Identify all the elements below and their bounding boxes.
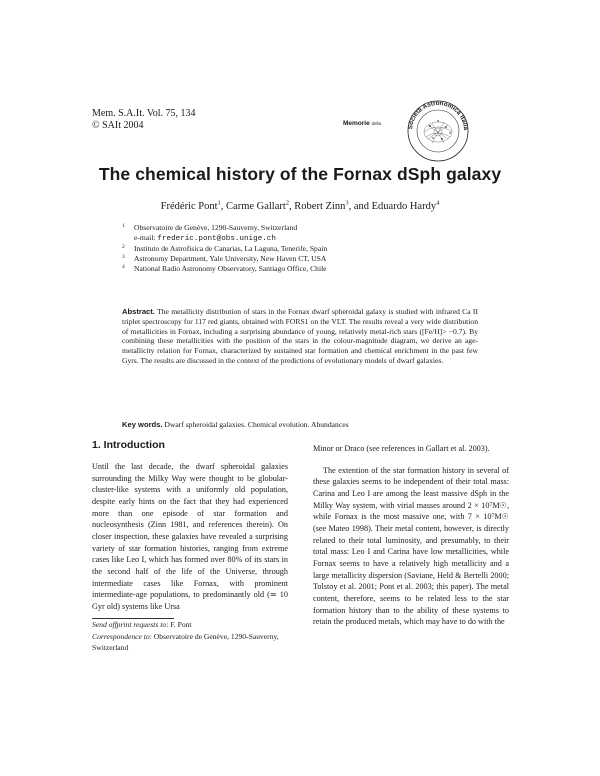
author-list: [0, 201, 600, 212]
journal-copyright: © SAIt 2004: [92, 120, 144, 131]
keywords-label: Key words.: [122, 420, 163, 429]
memorie-word: Memorie: [343, 120, 370, 127]
affiliation: 4 National Radio Astronomy Observatory, Santiago Office, Chile: [122, 264, 327, 273]
abstract-text: The metallicity distribution of stars in the Fornax dwarf spheroidal galaxy is studied with infrared Ca II triplet spectroscopy for 117 red giants, obtained with FORS1 on the VLT. The results reveal a very wide distribution of metallicities in Fornax, including a surprising abundance of young, relatively metal-rich stars ([Fe/H]> −0.7). By combining these metallicities with the position of the stars in the colour-magnitude diagram, we derive an age-metallicity relation for Fornax, characterized by sustained star formation and chemical enrichment in the past few Gyrs. The results are discussed in the context of the predictions of evolutionary models of dwarf galaxies.: [122, 307, 478, 365]
author: Frédéric Pont$^1$,: [160, 199, 227, 212]
paragraph: Minor or Draco (see references in Gallart et al. 2003).: [313, 444, 490, 453]
offprint-note: Send offprint requests to: F. Pont: [92, 620, 192, 629]
correspondence-note: Correspondence to: Observatoire de Genève, 1290-Sauverny, Switzerland: [92, 631, 279, 652]
paper-title: The chemical history of the Fornax dSph galaxy: [98, 164, 502, 184]
sait-seal-icon: [402, 95, 474, 165]
paragraph: The extention of the star formation history in several of these galaxies seems to be independent of their total mass: Carina and Leo I are among the least massive dSph in the Milky Way system, with virial masses around 2 × 10⁷M☉, while Fornax is the most massive one, with 7 × 10⁷M☉ (see Mateo 1998). Their metal content, however, is directly related to their total luminosity, and presumably, to their total mass: Leo I and Carina have low metallicities, while Fornax seems to have a relatively high metallicity and a large metallicity dispersion (Saviane, Held & Bertelli 2000; Tolstoy et al. 2001; Pont et al. 2003; this paper). The metal content, therefore, seems to be related less to the star formation history than to the ability of these systems to retain the produced metals, which may have to do with the: [313, 465, 509, 627]
author: Robert Zinn$^3$, and: [294, 199, 372, 212]
svg-text:Società Astronomica Italiana: Società Astronomica Italia: [407, 99, 470, 131]
section-heading: 1. Introduction: [92, 439, 165, 451]
affiliation: 1 Observatoire de Genève, 1290-Sauverny, Switzerland: [122, 223, 298, 232]
abstract-label: Abstract.: [122, 307, 155, 316]
memorie-della: della: [371, 121, 382, 126]
right-column: [313, 443, 509, 628]
affiliations: [122, 223, 327, 274]
affiliation: 2 Instituto de Astrofisica de Canarias, La Laguna, Tenerife, Spain: [122, 244, 328, 253]
journal-citation: [92, 108, 196, 132]
affiliation-email: e-mail: frederic.pont@obs.unige.ch: [134, 233, 276, 243]
footnotes: [92, 619, 288, 654]
keywords-text: Dwarf spheroidal galaxies. Chemical evolution. Abundances: [164, 420, 349, 429]
abstract: [122, 307, 478, 366]
paragraph: Until the last decade, the dwarf spheroidal galaxies surrounding the Milky Way were thought to be globular-cluster-like systems with a uniformly old population, despite early hints on the fact that they had experienced more than one episode of star formation and nucleosynthesis (Zinn 1981, and references therein). On closer inspection, these galaxies have revealed a surprising variety of star formation histories, ranging from extreme cases like Leo I, which has formed over 80% of its stars in the second half of the life of the Universe, through intermediate cases like Fornax, with prominent intermediate-age populations, to predominantly old (≃ 10 Gyr old) systems like Ursa: [92, 462, 288, 611]
memorie-logo-text: [343, 120, 381, 127]
affiliation: 3 Astronomy Department, Yale University, New Haven CT, USA: [122, 254, 327, 263]
email-link[interactable]: frederic.pont@obs.unige.ch: [157, 235, 276, 243]
keywords: [122, 420, 478, 429]
left-column: [92, 461, 288, 613]
author: Eduardo Hardy$^4$: [371, 199, 440, 212]
journal-volume: Mem. S.A.It. Vol. 75, 134: [92, 108, 196, 119]
author: Carme Gallart$^2$,: [226, 199, 295, 212]
